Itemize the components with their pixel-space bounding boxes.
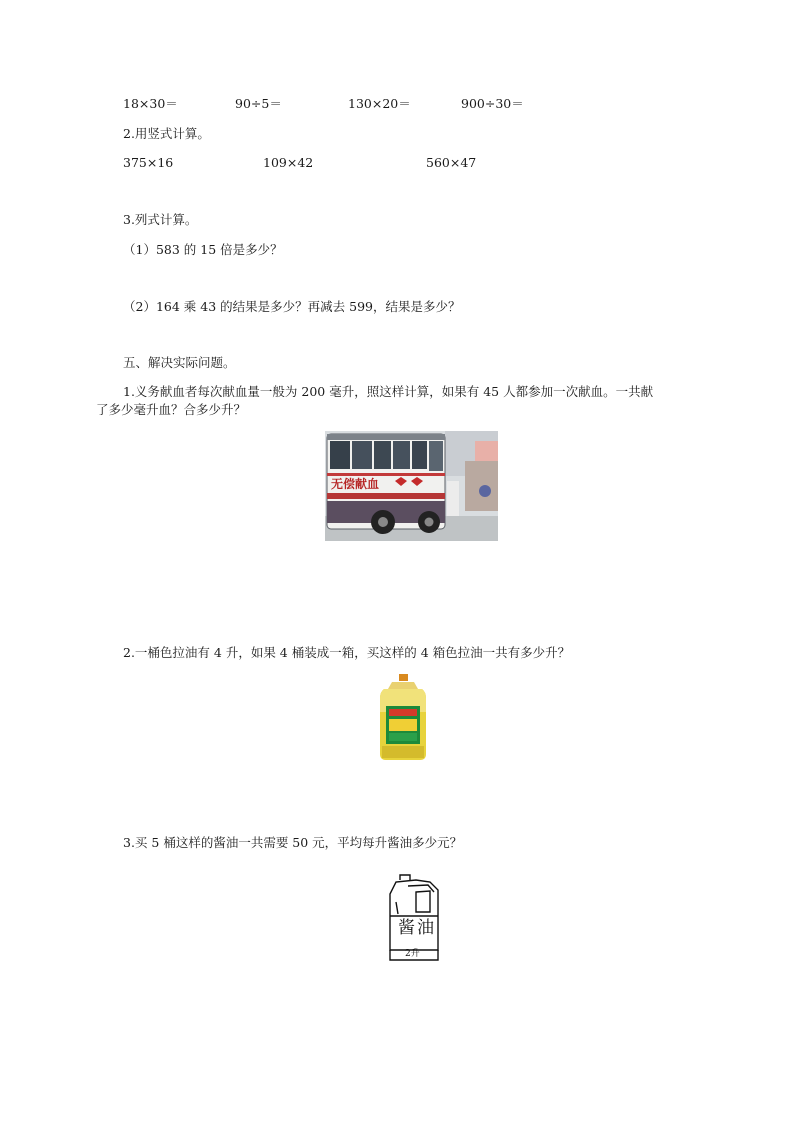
bus-sign-text: 无偿献血	[331, 477, 380, 491]
problem-1-line-1: 1.义务献血者每次献血量一般为 200 毫升，照这样计算，如果有 45 人都参加一次献血。一共献	[123, 384, 654, 399]
soy-sauce-volume: 2升	[405, 949, 420, 959]
soy-sauce-jug-image	[386, 872, 442, 964]
calc-item-1: 18×30＝	[123, 96, 178, 111]
section-5-heading: 五、解决实际问题。	[123, 355, 236, 370]
problem-2-text: 2.一桶色拉油有 4 升，如果 4 桶装成一箱，买这样的 4 箱色拉油一共有多少升？	[123, 645, 571, 660]
salad-oil-bottle-image	[378, 672, 428, 762]
section-3-heading: 3.列式计算。	[123, 212, 198, 227]
calc-item-4: 900÷30＝	[461, 96, 524, 111]
problem-3-text: 3.买 5 桶这样的酱油一共需要 50 元，平均每升酱油多少元？	[123, 835, 463, 850]
problem-1-line-2: 了多少毫升血？合多少升？	[96, 402, 247, 417]
formula-question-1: （1）583 的 15 倍是多少？	[123, 242, 283, 257]
vertical-calc-1: 375×16	[123, 155, 174, 170]
vertical-calc-3: 560×47	[426, 155, 477, 170]
section-2-heading: 2.用竖式计算。	[123, 126, 210, 141]
soy-sauce-label: 酱油	[398, 918, 436, 938]
blood-donation-bus-image	[325, 431, 498, 541]
calc-item-2: 90÷5＝	[235, 96, 282, 111]
formula-question-2: （2）164 乘 43 的结果是多少？再减去 599，结果是多少？	[123, 299, 461, 314]
calc-item-3: 130×20＝	[348, 96, 411, 111]
vertical-calc-2: 109×42	[263, 155, 314, 170]
